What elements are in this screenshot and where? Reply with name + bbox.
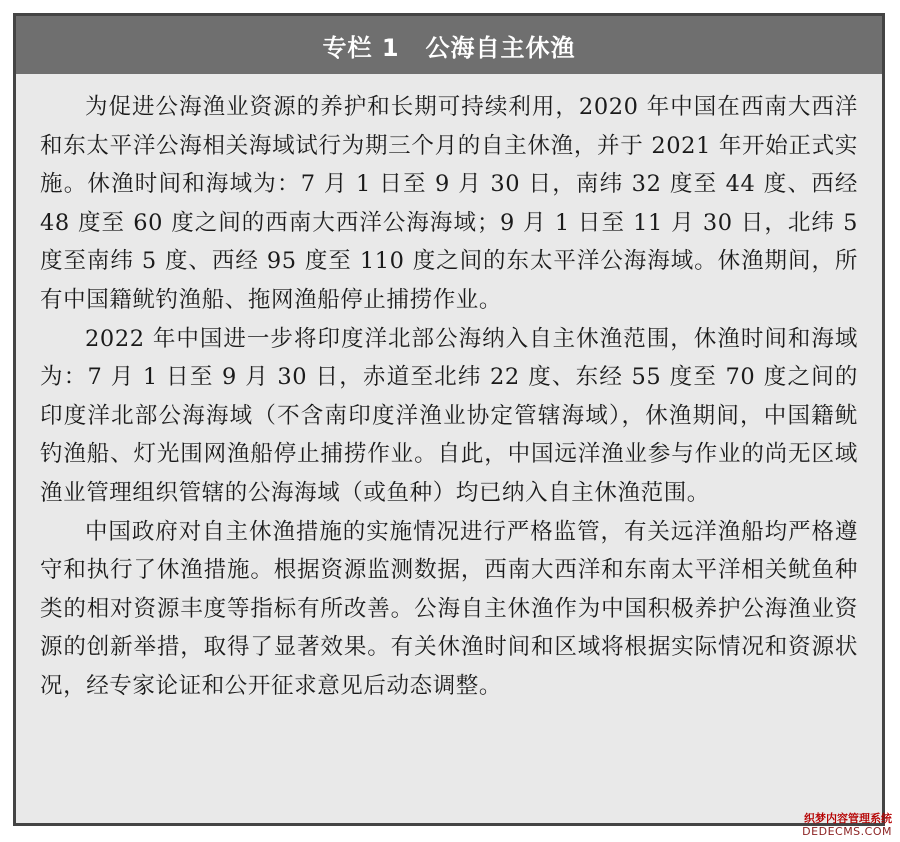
watermark-en: DEDECMS.COM xyxy=(802,825,892,838)
column-body xyxy=(16,74,882,706)
column-label: 专栏 1 xyxy=(322,33,400,62)
paragraph-3: 中国政府对自主休渔措施的实施情况进行严格监管，有关远洋渔船均严格遵守和执行了休渔措施。根据资源监测数据，西南大西洋和东南太平洋相关鱿鱼种类的相对资源丰度等指标有所改善。公海自主休渔作为中国积极养护公海渔业资源的创新举措，取得了显著效果。有关休渔时间和区域将根据实际情况和资源状况，经专家论证和公开征求意见后动态调整。 xyxy=(40,518,858,699)
paragraph-1: 为促进公海渔业资源的养护和长期可持续利用，2020 年中国在西南大西洋和东太平洋公海相关海域试行为期三个月的自主休渔，并于 2021 年开始正式实施。休渔时间和海域为：7 月 1 日至 9 月 30 日，南纬 32 度至 44 度、西经 48 度至 60 度之间的西南大西洋公海海域；9 月 1 日至 11 月 30 日，北纬 5 度至南纬 5 度、西经 95 度至 110 度之间的东太平洋公海海域。休渔期间，所有中国籍鱿钓渔船、拖网渔船停止捕捞作业。 xyxy=(40,94,858,313)
paragraph-2: 2022 年中国进一步将印度洋北部公海纳入自主休渔范围，休渔时间和海域为：7 月 1 日至 9 月 30 日，赤道至北纬 22 度、东经 55 度至 70 度之间的印度洋北部公海海域（不含南印度洋渔业协定管辖海域），休渔期间，中国籍鱿钓渔船、灯光围网渔船停止捕捞作业。自此，中国远洋渔业参与作业的尚无区域渔业管理组织管辖的公海海域（或鱼种）均已纳入自主休渔范围。 xyxy=(40,325,858,506)
column-title: 公海自主休渔 xyxy=(425,33,576,62)
watermark-cn: 织梦内容管理系统 xyxy=(804,812,892,825)
column-box xyxy=(13,13,885,826)
column-header xyxy=(16,16,882,74)
site-watermark xyxy=(802,812,892,838)
